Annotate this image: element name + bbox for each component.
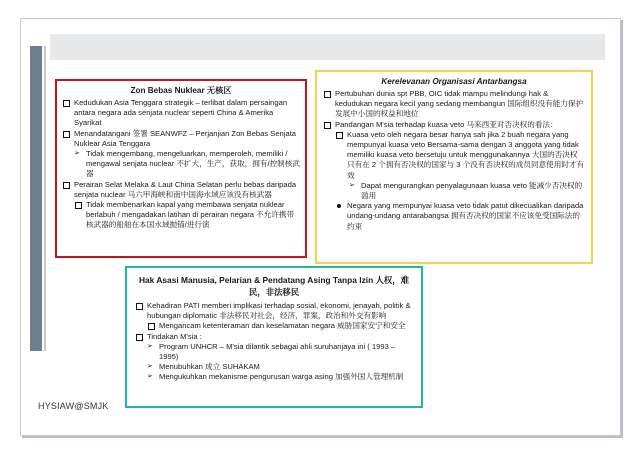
bullet-text: Mengukuhkan mekanisme pengurusan warga asing 加强外国人管理机制 xyxy=(159,372,404,382)
bullet-item xyxy=(62,149,300,180)
kerelevanan-box xyxy=(315,70,593,264)
bullet-text: Menandatangani 签署 SEANWFZ – Perjanjian Zon Bebas Senjata Nuklear Asia Tenggara xyxy=(74,128,297,148)
slide-left-band xyxy=(30,46,42,351)
bullet-text: Negara yang mempunyai kuasa veto tidak patut dikecualikan daripada undang-undang antarabangsa 拥有否决权的国家不应该免受国际法的约束 xyxy=(347,201,584,231)
dot-bullet-icon xyxy=(337,204,341,208)
arrow-bullet-icon: ➢ xyxy=(349,181,355,189)
bullet-item xyxy=(135,301,413,321)
bullet-text: Mengancam ketenteraman dan keselamatan negara 威胁国家安宁和安全 xyxy=(159,321,406,331)
bullet-text: Menubuhkan 成立 SUHAKAM xyxy=(159,362,260,372)
bullet-item xyxy=(323,201,585,232)
square-bullet-icon xyxy=(324,91,331,98)
bullet-text: Pertubuhan dunia spt PBB, OIC tidak mampu melindungi hak & kedudukan negara kecil yang sedang membangun 国际组织没有能力保护发展中小国的权益和地位 xyxy=(335,89,584,119)
bullet-text: Program UNHCR – M'sia dilantik sebagai ahli suruhanjaya ini ( 1993 – 1995) xyxy=(159,341,396,362)
arrow-bullet-icon: ➢ xyxy=(74,150,80,158)
bullet-item xyxy=(135,321,413,331)
square-bullet-icon xyxy=(136,334,143,341)
bullet-item xyxy=(135,332,413,342)
bullet-item xyxy=(135,342,413,362)
square-bullet-icon xyxy=(336,132,343,139)
bullet-item xyxy=(62,129,300,149)
author-watermark: HYSIAW@SMJK xyxy=(38,401,109,411)
bullet-text: Pandangan M'sia terhadap kuasa veto 马来西亚对否决权的看法： xyxy=(335,119,558,129)
hak-asasi-title: Hak Asasi Manusia, Pelarian & Pendatang Asing Tanpa Izin 人权，难民，非法移民 xyxy=(138,275,410,297)
kerelevanan-list xyxy=(323,89,585,232)
bullet-text: Kehadiran PATI memberi implikasi terhadap sosial, ekonomi, jenayah, politik & hubungan diplomatic 非法移民对社会，经济，罪案，政治和外交有影响 xyxy=(147,301,411,321)
square-bullet-icon xyxy=(324,122,331,129)
bullet-item xyxy=(323,89,585,120)
bullet-text: Tindakan M'sia : xyxy=(147,331,202,341)
square-bullet-icon xyxy=(148,323,155,330)
square-bullet-icon xyxy=(63,182,70,189)
slide-top-band xyxy=(50,34,605,60)
bullet-text: Tidak mengembang, mengeluarkan, memperoleh, memiliki / mengawal senjata nuclear 不扩大，生产，获取，拥有/控制核武器 xyxy=(86,149,300,179)
bullet-text: Tidak membenarkan kapal yang membawa senjata nuklear berlabuh / mengadakan latihan di perairan negara 不允许携带核武器的船舶在本国水域抛锚/进行演 xyxy=(86,200,295,230)
bullet-item xyxy=(135,362,413,372)
bullet-item xyxy=(62,98,300,129)
square-bullet-icon xyxy=(75,202,82,209)
arrow-bullet-icon: ➢ xyxy=(147,373,153,381)
bullet-text: Kuasa veto oleh negara besar hanya sah jika 2 buah negara yang mempunyai kuasa veto Bersama-sama dengan 3 anggota yang tidak memiliki kuasa veto bersetuju untuk menggunakannya 大国的否决权只有在 2 个拥有否决权的国家与 3 个没有否决权的成员同意使用时才有效 xyxy=(347,129,585,180)
hak-asasi-list xyxy=(135,301,413,383)
arrow-bullet-icon: ➢ xyxy=(147,363,153,371)
bullet-item xyxy=(62,200,300,231)
kerelevanan-title: Kerelevanan Organisasi Antarbangsa xyxy=(381,77,527,86)
bullet-text: Perairan Selat Melaka & Laut China Selatan perlu bebas daripada senjata nuclear 马六甲海峡和南中国海水域应该没有核武器 xyxy=(74,179,297,199)
square-bullet-icon xyxy=(136,303,143,310)
zon-bebas-nuklear-box xyxy=(55,79,307,258)
arrow-bullet-icon: ➢ xyxy=(147,342,153,350)
square-bullet-icon xyxy=(63,131,70,138)
zon-bebas-nuklear-title: Zon Bebas Nuklear 无核区 xyxy=(130,86,232,95)
bullet-text: Kedudukan Asia Tenggara strategik – terlibat dalam persaingan antara negara ada senjata nuclear seperti China & Amerika Syarikat xyxy=(74,98,288,128)
zon-bebas-nuklear-list xyxy=(62,98,300,231)
square-bullet-icon xyxy=(63,100,70,107)
bullet-item xyxy=(135,372,413,382)
bullet-item xyxy=(323,181,585,201)
slide-left-stripe xyxy=(44,46,46,351)
bullet-text: Dapat mengurangkan penyalagunaan kuasa veto 能减少否决权的滥用 xyxy=(361,180,583,201)
hak-asasi-box xyxy=(125,266,423,408)
bullet-item xyxy=(323,130,585,181)
bullet-item xyxy=(323,120,585,130)
bullet-item xyxy=(62,180,300,200)
